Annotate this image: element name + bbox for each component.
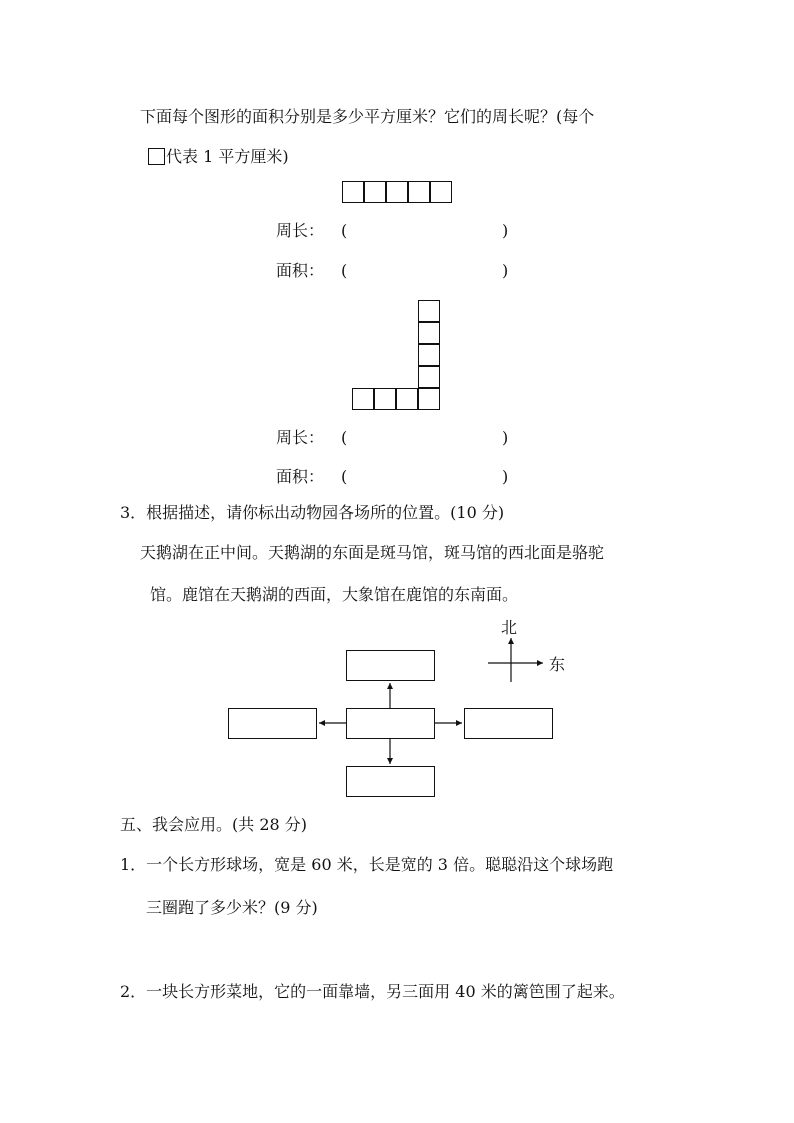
figure-1-area-open-paren: ( [341, 261, 348, 280]
compass-north-label: 北 [501, 618, 518, 637]
compass-east-label: 东 [549, 655, 566, 674]
problem1-line2: 三圈跑了多少米？(9 分) [146, 898, 318, 917]
section5-heading: 五、我会应用。(共 28 分) [120, 815, 308, 834]
problem1-line1: 1．一个长方形球场，宽是 60 米，长是宽的 3 倍。聪聪沿这个球场跑 [120, 855, 614, 874]
figure-2-perimeter-open-paren: ( [341, 428, 348, 447]
figure-1-perimeter-close-paren: ) [502, 221, 509, 240]
figure-2-area-close-paren: ) [502, 467, 509, 486]
figure-1-area-label: 面积： [276, 261, 325, 280]
problem2-line1: 2．一块长方形菜地，它的一面靠墙，另三面用 40 米的篱笆围了起来。 [120, 982, 625, 1001]
figure-1-perimeter-label: 周长： [276, 221, 325, 240]
q2-intro-line2: 代表 1 平方厘米) [166, 147, 289, 166]
figure-2-perimeter-label: 周长： [276, 428, 325, 447]
q3-desc-line2: 馆。鹿馆在天鹅湖的西面，大象馆在鹿馆的东南面。 [150, 585, 519, 604]
figure-2-area-label: 面积： [276, 467, 325, 486]
compass-icon [488, 638, 543, 682]
q3-heading: 3．根据描述，请你标出动物园各场所的位置。(10 分) [120, 503, 505, 522]
q3-desc-line1: 天鹅湖在正中间。天鹅湖的东面是斑马馆，斑马馆的西北面是骆驼 [140, 543, 605, 562]
figure-2-area-open-paren: ( [341, 467, 348, 486]
q2-intro-line1: 下面每个图形的面积分别是多少平方厘米？它们的周长呢？(每个 [140, 107, 595, 126]
figure-1-area-close-paren: ) [502, 261, 509, 280]
figure-2-perimeter-close-paren: ) [502, 428, 509, 447]
figure-1-perimeter-open-paren: ( [341, 221, 348, 240]
